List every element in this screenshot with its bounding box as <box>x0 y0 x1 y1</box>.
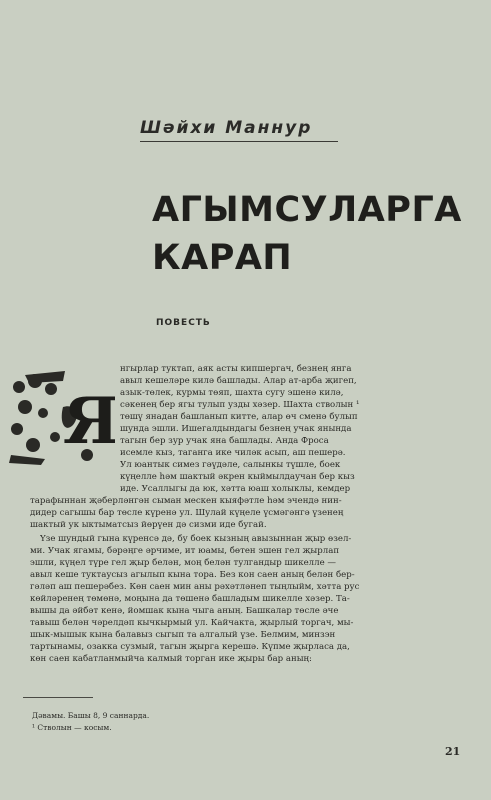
body-line: Үзе шундый гына күренсә дә, бу боек кызның авызыннан җыр өзел- <box>40 534 352 544</box>
body-line: иде. Усаллыгы да юк, хәтта юаш холыклы, кемдер <box>120 484 351 494</box>
dropcap-letter: Я <box>63 384 115 459</box>
body-line: төшү янадан башланып китте, алар өч сменә булып <box>120 412 358 422</box>
page-number: 21 <box>445 745 461 758</box>
body-line: күңелле һәм шактый әкрен кыймылдаучан бер кыз <box>120 472 355 482</box>
body-line: вышы да әйбәт кенә, йомшак кына чыга аның. Башкалар төсле әче <box>30 606 339 616</box>
body-line: гәләп аш пешерәбез. Көн саен мин аны рәхәтләнеп тыңлыйм, хәтта рус <box>30 582 360 592</box>
body-line: шунда эшли. Ишегалдындагы безнең учак янында <box>120 424 352 434</box>
body-line: шык-мышык кына балавыз сыгып та алгалый үзе. Белмим, минзэн <box>30 630 336 640</box>
body-line: нгырлар туктап, аяк асты кипшергач, безнең янга <box>120 364 352 374</box>
footnote-rule <box>23 697 93 698</box>
body-line: тартынамы, озакка сузмый, тагын җырга керешә. Күпме җырласа да, <box>30 642 350 652</box>
body-line: тавыш белән чәрелдәп кычкырмый ул. Кайчакта, җырлый торгач, мы- <box>30 618 354 628</box>
body-line: авыл кеше туктаусыз агылып кына тора. Без кон саен аның белән бер- <box>30 570 355 580</box>
title-line: КАРАП <box>152 238 293 278</box>
body-line: исемле кыз, таганга ике чиләк асып, аш пешерә. <box>120 448 346 458</box>
body-line: ми. Учак ягамы, бәрәңге әрчиме, ит юамы, бөтен эшен гел җырлап <box>30 546 340 556</box>
story-title <box>152 186 472 282</box>
body-line: шактый ук ыктыматсыз йөрүен дә сизми иде бугай. <box>30 520 267 530</box>
author-underline <box>140 141 338 142</box>
body-line: сәкенең бер ягы тулып узды хәзер. Шахта стволын ¹ <box>120 400 360 410</box>
title-line: АГЫМСУЛАРГА <box>152 190 462 230</box>
body-line: тарафыннан җәберләнгән сыман мескен кыяфәтле һәм эчендә нин- <box>30 496 342 506</box>
body-line: көн саен кабатланмыйча калмый торган ике җыры бар аның: <box>30 654 312 664</box>
footnote-definition: ¹ Стволын — косым. <box>32 723 112 732</box>
body-line: тагын бер зур учак яна башлады. Анда Фроса <box>120 436 329 446</box>
author-name: Шәйхи Маннур <box>140 118 313 138</box>
footnote-continuation: Дәвамы. Башы 8, 9 саннарда. <box>32 711 150 720</box>
genre-label: ПОВЕСТЬ <box>156 318 211 328</box>
body-line: көйләренең төмөнә, моңына да төшенә башладым шикелле хәзер. Та- <box>30 594 350 604</box>
body-line: азык-төлек, курмы төяп, шахта сугу эшенә килә, <box>120 388 344 398</box>
body-line: эшли, күңел түре гел җыр белән, моң белән тулгандыр шикелле — <box>30 558 337 568</box>
body-line: авыл кешеләре килә башлады. Алар ат-арба җигеп, <box>120 376 357 386</box>
decorative-dropcap <box>5 367 115 467</box>
body-line: дидер сагышы бар төсле күренә ул. Шулай күңеле үсмәгәнгә үзенең <box>30 508 344 518</box>
body-line: Ул юантык симез гәүдәле, салынкы түшле, боек <box>120 460 341 470</box>
